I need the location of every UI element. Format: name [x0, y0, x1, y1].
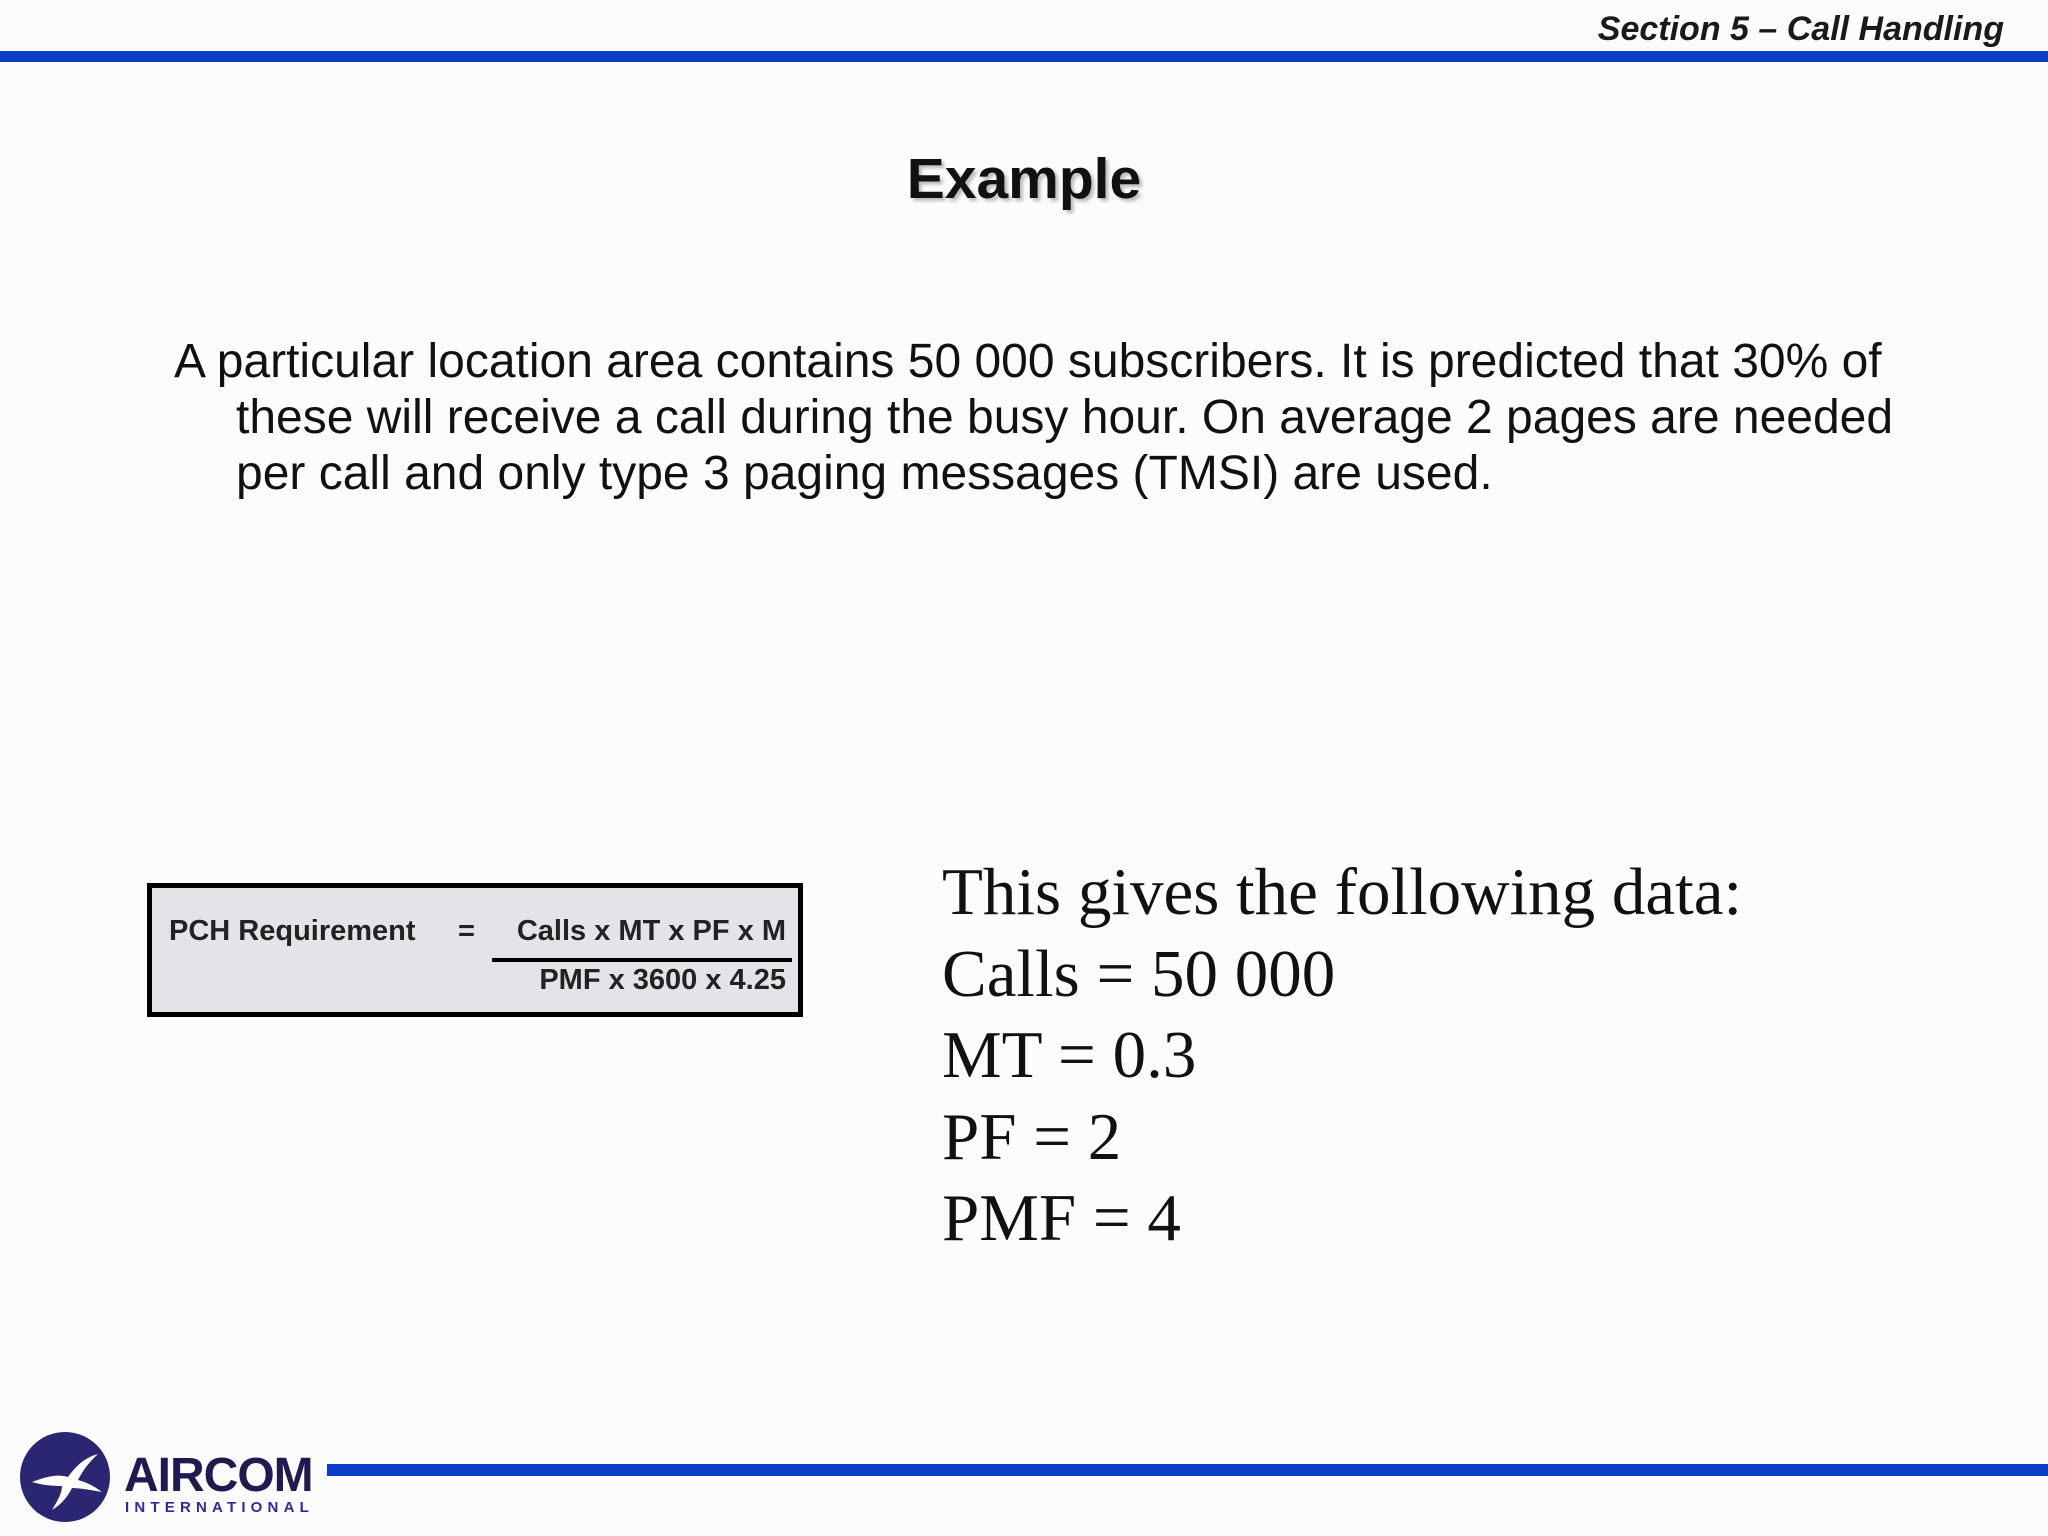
section-header: Section 5 – Call Handling — [1597, 10, 2004, 48]
problem-statement: A particular location area contains 50 000 subscribers. It is predicted that 30% of these will receive a call during the busy hour. On average 2 pages are needed per call and only type 3 paging messages (TMSI) are used. — [174, 335, 1894, 500]
formula-numerator: Calls x MT x PF x M — [516, 915, 786, 947]
formula-box — [147, 883, 803, 1017]
formula-equals: = — [458, 915, 475, 947]
footer-divider — [327, 1464, 2048, 1476]
data-item-pf: PF = 2 — [942, 1099, 1122, 1174]
formula-denominator: PMF x 3600 x 4.25 — [539, 964, 786, 996]
data-list — [942, 852, 1742, 1260]
data-item-pmf: PMF = 4 — [942, 1181, 1181, 1255]
slide-title: Example — [906, 147, 1142, 211]
data-item-mt: MT = 0.3 — [942, 1018, 1197, 1092]
data-list-intro: This gives the following data: — [942, 855, 1743, 929]
aircom-logo — [18, 1430, 318, 1530]
formula-label: PCH Requirement — [169, 915, 416, 947]
logo-subtitle: INTERNATIONAL — [125, 1499, 314, 1516]
data-item-calls: Calls = 50 000 — [942, 936, 1336, 1011]
logo-wordmark: AIRCOM — [124, 1449, 313, 1502]
fraction-bar — [492, 958, 792, 962]
header-divider — [0, 51, 2048, 62]
bird-in-circle-icon — [18, 1430, 112, 1524]
